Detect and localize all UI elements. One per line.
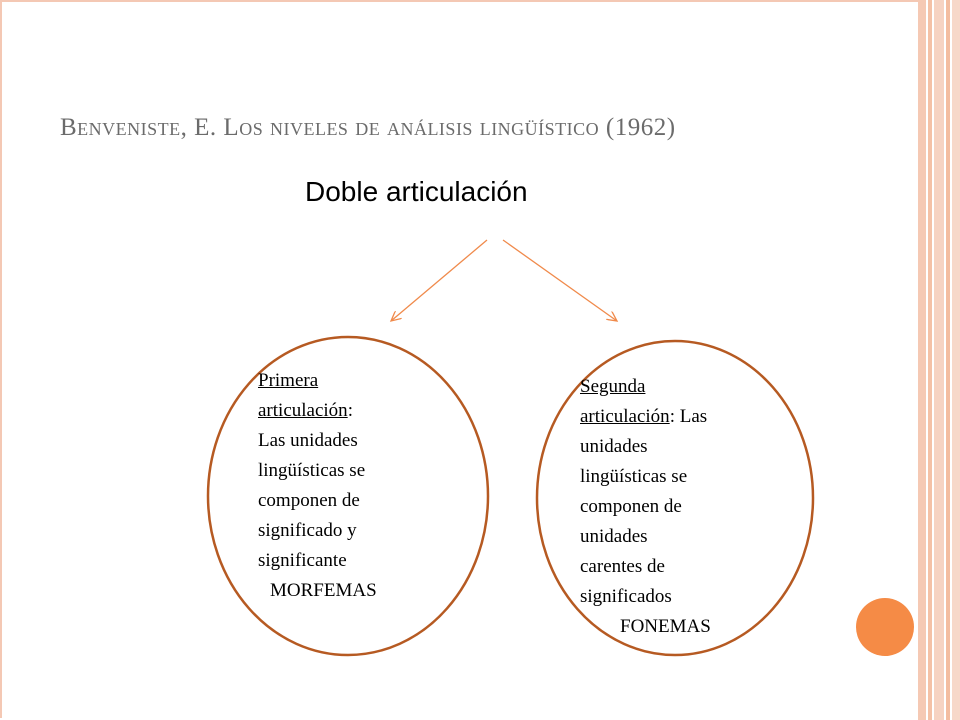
segunda-line: unidades xyxy=(580,436,648,457)
segunda-line: significados xyxy=(580,586,672,607)
segunda-heading-2: articulación xyxy=(580,406,670,427)
segunda-articulacion-text xyxy=(580,372,785,642)
segunda-heading-rest: : Las xyxy=(669,406,708,427)
segunda-line: carentes de xyxy=(580,556,665,577)
slide-title: Benveniste, E. Los niveles de análisis lingüístico (1962) xyxy=(60,114,676,141)
decorative-dot xyxy=(856,598,914,656)
primera-heading-1: Primera xyxy=(258,370,319,391)
primera-heading-colon: : xyxy=(347,400,353,421)
primera-line: componen de xyxy=(258,490,360,511)
segunda-heading-1: Segunda xyxy=(580,376,646,397)
morfemas-term: MORFEMAS xyxy=(270,580,377,601)
primera-heading-2: articulación xyxy=(258,400,348,421)
primera-line: Las unidades xyxy=(258,430,358,451)
segunda-line: unidades xyxy=(580,526,648,547)
arrow-to-segunda xyxy=(503,240,617,321)
arrow-to-primera xyxy=(391,240,487,321)
diagram-subtitle: Doble articulación xyxy=(305,176,528,207)
primera-line: lingüísticas se xyxy=(258,460,366,481)
primera-articulacion-text xyxy=(258,366,458,606)
primera-line: significante xyxy=(258,550,347,571)
fonemas-term: FONEMAS xyxy=(620,616,711,637)
segunda-line: componen de xyxy=(580,496,682,517)
primera-line: significado y xyxy=(258,520,357,541)
segunda-line: lingüísticas se xyxy=(580,466,688,487)
